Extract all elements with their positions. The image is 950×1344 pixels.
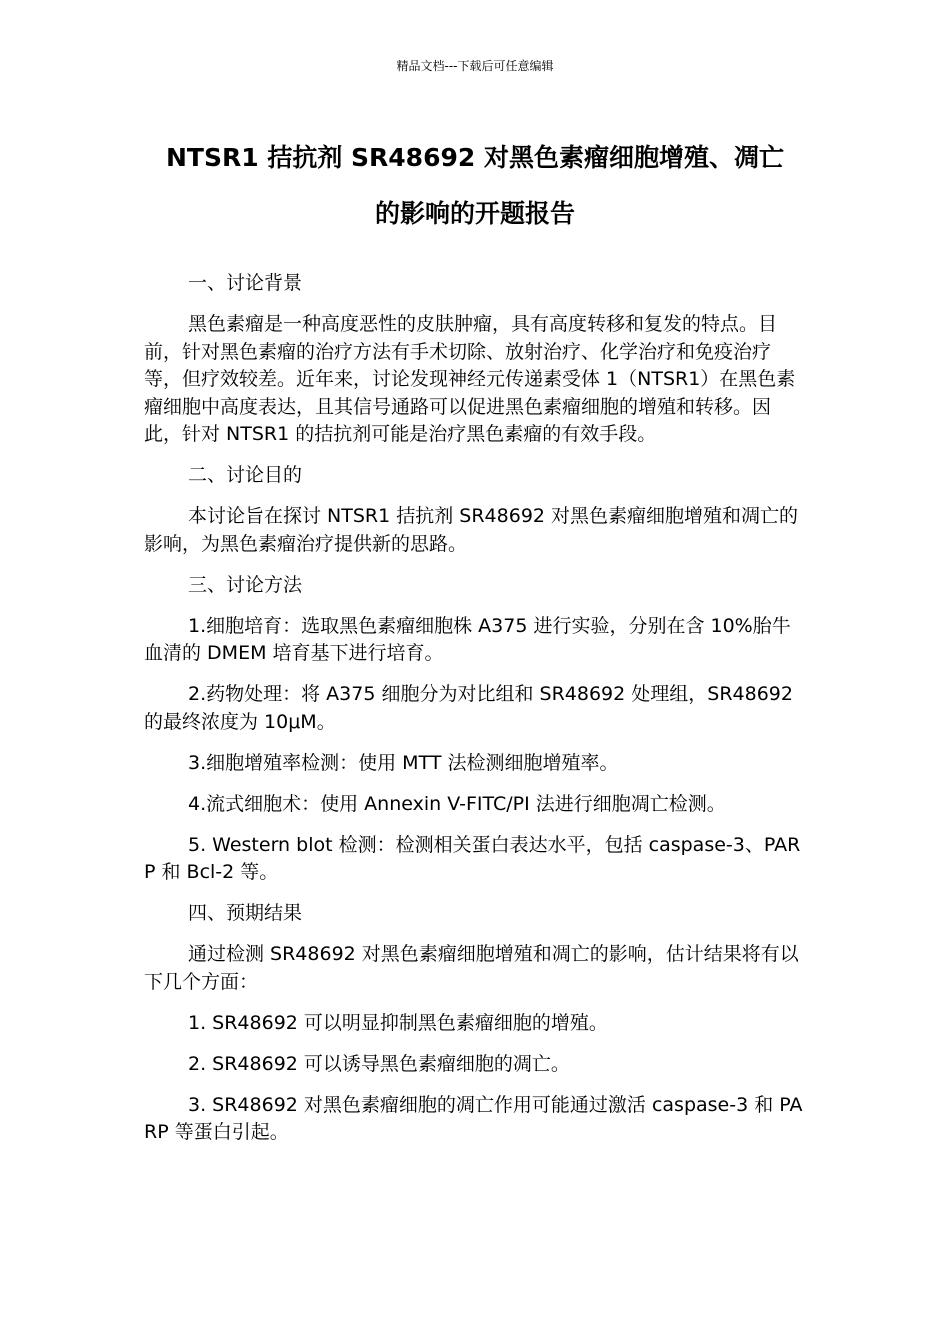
title-line-1: NTSR1 拮抗剂 SR48692 对黑色素瘤细胞增殖、凋亡 bbox=[166, 143, 784, 172]
section-heading-purpose: 二、讨论目的 bbox=[188, 464, 303, 486]
document-title bbox=[120, 130, 830, 242]
background-paragraph: 黑色素瘤是一种高度恶性的皮肤肿瘤，具有高度转移和复发的特点。目前，针对黑色素瘤的治疗方法有手术切除、放射治疗、化学治疗和免疫治疗等，但疗效较差。近年来，讨论发现神经元传递素受体 1（NTSR1）在黑色素瘤细胞中高度表达，且其信号通路可以促进黑色素瘤细胞的增殖和转移。因此，针对 NTSR1 的拮抗剂可能是治疗黑色素瘤的有效手段。 bbox=[144, 313, 796, 445]
method-item: 2.药物处理：将 A375 细胞分为对比组和 SR48692 处理组，SR48692 的最终浓度为 10μM。 bbox=[144, 683, 793, 733]
section-heading-methods: 三、讨论方法 bbox=[188, 573, 303, 596]
section-heading-results: 四、预期结果 bbox=[188, 902, 303, 924]
title-line-2: 的影响的开题报告 bbox=[374, 199, 575, 228]
result-item: 2. SR48692 可以诱导黑色素瘤细胞的凋亡。 bbox=[188, 1052, 570, 1075]
purpose-paragraph: 本讨论旨在探讨 NTSR1 拮抗剂 SR48692 对黑色素瘤细胞增殖和凋亡的影响，为黑色素瘤治疗提供新的思路。 bbox=[144, 505, 799, 555]
method-item: 3.细胞增殖率检测：使用 MTT 法检测细胞增殖率。 bbox=[188, 751, 619, 774]
result-item: 1. SR48692 可以明显抑制黑色素瘤细胞的增殖。 bbox=[188, 1011, 608, 1034]
result-item: 3. SR48692 对黑色素瘤细胞的凋亡作用可能通过激活 caspase-3 和 PARP 等蛋白引起。 bbox=[144, 1093, 803, 1143]
results-intro: 通过检测 SR48692 对黑色素瘤细胞增殖和凋亡的影响，估计结果将有以下几个方面： bbox=[144, 943, 799, 993]
document-body bbox=[144, 270, 806, 1160]
method-item: 1.细胞培育：选取黑色素瘤细胞株 A375 进行实验，分别在含 10%胎牛血清的 DMEM 培育基下进行培育。 bbox=[144, 614, 791, 664]
method-item: 5. Western blot 检测：检测相关蛋白表达水平，包括 caspase-3、PARP 和 Bcl-2 等。 bbox=[144, 833, 801, 883]
method-item: 4.流式细胞术：使用 Annexin V-FITC/PI 法进行细胞凋亡检测。 bbox=[188, 792, 726, 815]
section-heading-background: 一、讨论背景 bbox=[188, 272, 303, 294]
page-header: 精品文档---下载后可任意编辑 bbox=[396, 59, 554, 73]
